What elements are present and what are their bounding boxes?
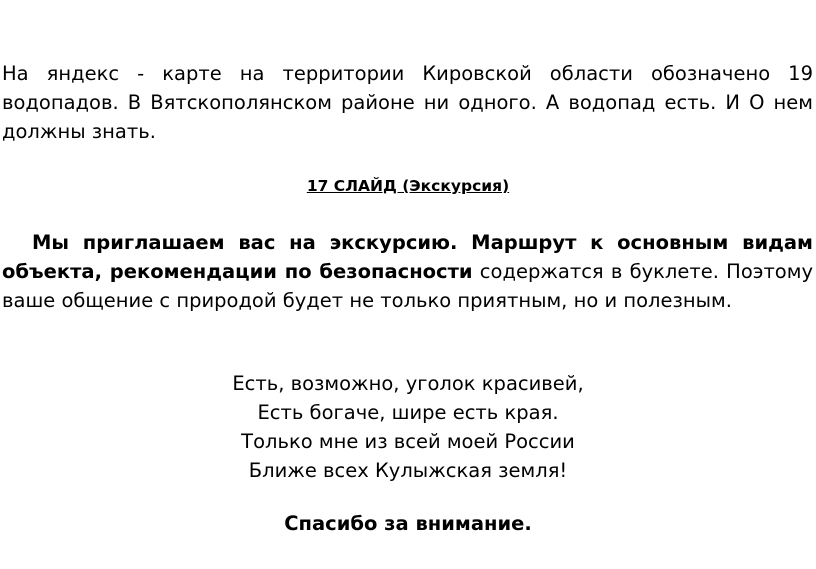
slide-heading: 17 СЛАЙД (Экскурсия) [306,177,510,195]
excursion-paragraph-bold: Мы приглашаем вас на экскурсию. Маршрут к основным видам объекта, рекомендации по безопасности [2,231,813,283]
excursion-paragraph [2,228,813,315]
poem-line: Есть, возможно, уголок красивей, [232,372,584,395]
poem [0,369,816,485]
poem-line: Есть богаче, шире есть края. [257,401,559,424]
excursion-paragraph-normal: содержатся в буклете. Поэтому ваше общение с природой будет не только приятным, но и полезным. [2,260,813,312]
closing-thanks: Спасибо за внимание. [284,512,532,535]
poem-line: Только мне из всей моей России [241,430,575,453]
intro-paragraph: На яндекс - карте на территории Кировской области обозначено 19 водопадов. В Вятскополянском районе ни одного. А водопад есть. И О нем должны знать. [2,62,813,143]
poem-line: Ближе всех Кулыжская земля! [248,459,568,482]
